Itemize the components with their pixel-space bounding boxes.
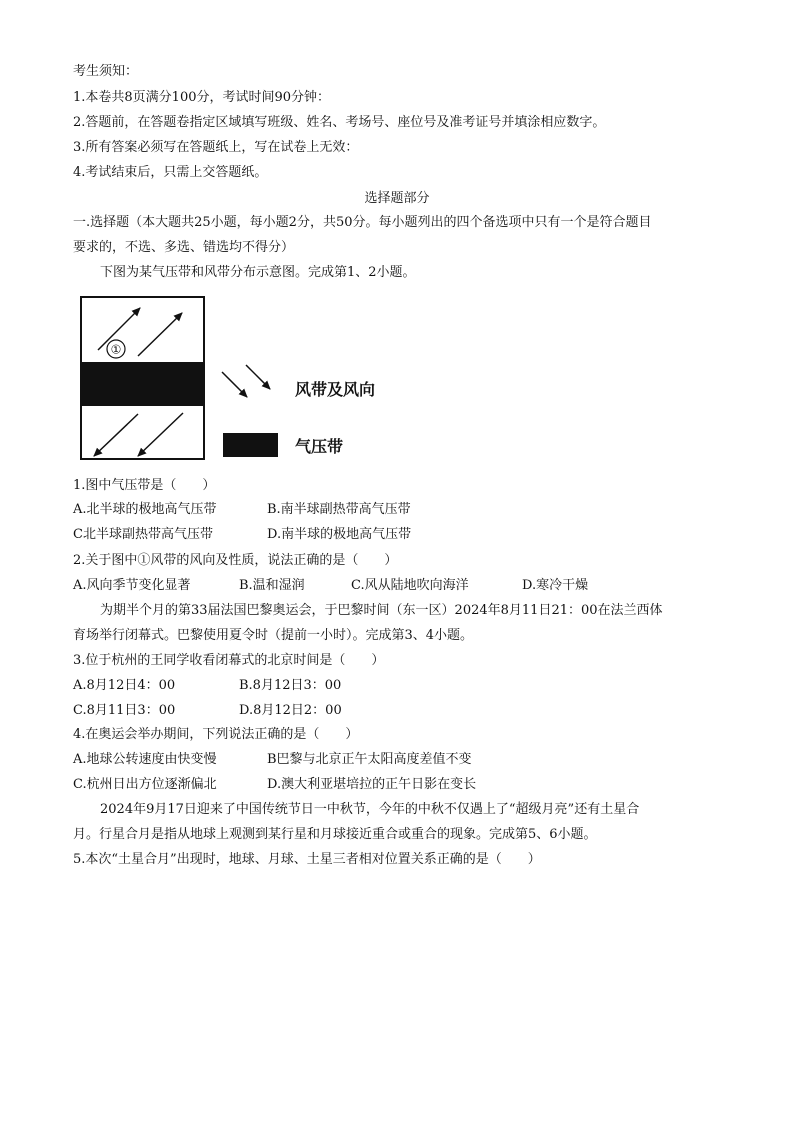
intro-q5-q6-line-2: 月。行星合月是指从地球上观测到某行星和月球接近重合或重合的现象。完成第5、6小题。 <box>73 827 597 842</box>
q2-option-c: C.风从陆地吹向海洋 <box>351 578 469 593</box>
notice-item-1: 1.本卷共8页满分100分，考试时间90分钟： <box>73 90 331 105</box>
intro-q5-q6-line-1: 2024年9月17日迎来了中国传统节日一中秋节，今年的中秋不仅遇上了“超级月亮”还有土星合 <box>100 802 640 817</box>
intro-q1-q2: 下图为某气压带和风带分布示意图。完成第1、2小题。 <box>100 265 416 280</box>
q2-option-a: A.风向季节变化显著 <box>73 578 191 593</box>
notice-title: 考生须知： <box>73 64 139 79</box>
notice-item-4: 4.考试结束后，只需上交答题纸。 <box>73 165 268 180</box>
section-instruction-1: 一.选择题（本大题共25小题，每小题2分，共50分。每小题列出的四个备选项中只有一个是符合题目 <box>73 215 652 230</box>
diagram-svg <box>80 296 380 462</box>
q1-option-b: B.南半球副热带高气压带 <box>267 502 411 517</box>
q3-option-c: C.8月11日3：00 <box>73 703 176 718</box>
section-title: 选择题部分 <box>364 191 430 206</box>
notice-item-3: 3.所有答案必须写在答题纸上，写在试卷上无效： <box>73 140 359 155</box>
legend-wind-arrow-1 <box>222 372 247 397</box>
section-instruction-2: 要求的，不选、多选、错选均不得分） <box>73 240 295 255</box>
intro-q3-q4-line-2: 育场举行闭幕式。巴黎使用夏令时（提前一小时）。完成第3、4小题。 <box>73 628 474 643</box>
pressure-wind-diagram <box>80 296 380 462</box>
legend-wind-label: 风带及风向 <box>295 380 376 399</box>
q3-stem: 3.位于杭州的王同学收看闭幕式的北京时间是（ ） <box>73 653 385 668</box>
intro-q3-q4-line-1: 为期半个月的第33届法国巴黎奥运会，于巴黎时间（东一区）2024年8月11日21：00在法兰西体 <box>100 603 663 618</box>
q2-option-b: B.温和湿润 <box>239 578 305 593</box>
q2-option-d: D.寒冷干燥 <box>522 578 589 593</box>
q3-option-a: A.8月12日4：00 <box>73 678 176 693</box>
wind-arrow-upper-right <box>138 313 182 356</box>
legend-pressure-label: 气压带 <box>295 437 344 456</box>
legend-pressure-swatch <box>223 433 278 457</box>
q1-stem: 1.图中气压带是（ ） <box>73 478 216 493</box>
pressure-belt-band <box>81 362 204 406</box>
q1-option-d: D.南半球的极地高气压带 <box>267 527 412 542</box>
q1-option-c: C北半球副热带高气压带 <box>73 527 213 542</box>
q4-option-b: B巴黎与北京正午太阳高度差值不变 <box>267 752 472 767</box>
q4-option-a: A.地球公转速度由快变慢 <box>73 752 217 767</box>
q3-option-b: B.8月12日3：00 <box>239 678 342 693</box>
q1-option-a: A.北半球的极地高气压带 <box>73 502 217 517</box>
wind-arrow-lower-left <box>94 414 138 456</box>
q4-option-c: C.杭州日出方位逐渐偏北 <box>73 777 217 792</box>
q3-option-d: D.8月12日2：00 <box>239 703 342 718</box>
q4-stem: 4.在奥运会举办期间，下列说法正确的是（ ） <box>73 727 359 742</box>
wind-arrow-lower-right <box>138 413 183 456</box>
q5-stem: 5.本次“土星合月”出现时，地球、月球、土星三者相对位置关系正确的是（ ） <box>73 852 541 867</box>
q2-stem: 2.关于图中①风带的风向及性质，说法正确的是（ ） <box>73 553 398 568</box>
legend-wind-arrow-2 <box>246 365 270 389</box>
marker-label: ① <box>110 342 122 357</box>
q4-option-d: D.澳大利亚堪培拉的正午日影在变长 <box>267 777 477 792</box>
notice-item-2: 2.答题前，在答题卷指定区域填写班级、姓名、考场号、座位号及准考证号并填涂相应数字。 <box>73 115 606 130</box>
